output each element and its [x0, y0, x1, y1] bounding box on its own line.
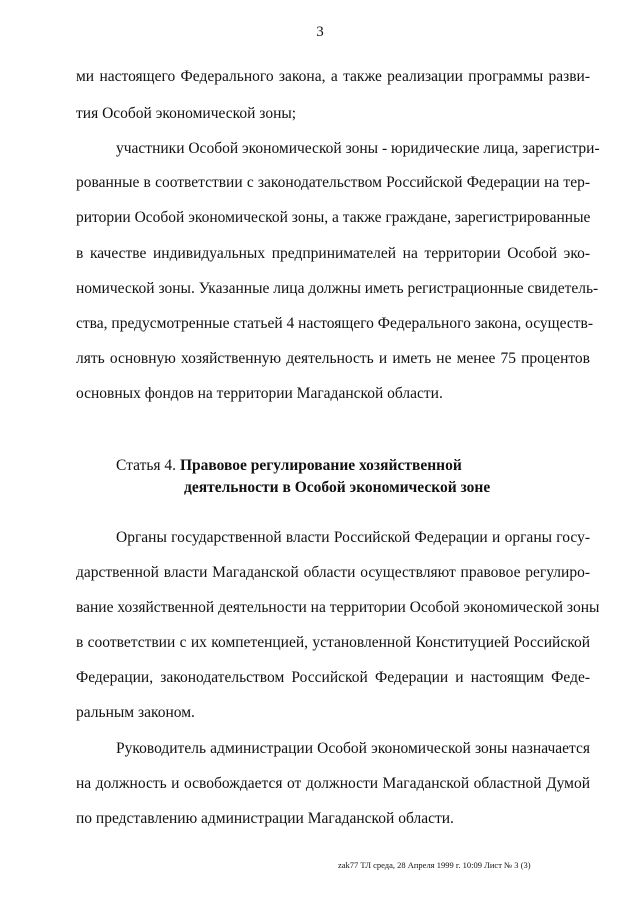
text-line: основных фондов на территории Магаданской области.: [76, 385, 443, 402]
text-line: дарственной власти Магаданской области осуществляют правовое регулиро-: [76, 564, 590, 581]
text-line: Руководитель администрации Особой экономической зоны назначается: [116, 740, 590, 757]
text-line: ства, предусмотренные статьей 4 настоящего Федерального закона, осуществ-: [76, 315, 594, 332]
article-heading-line2: [184, 478, 490, 498]
text-line: ми настоящего Федерального закона, а также реализации программы разви-: [76, 68, 590, 85]
article-heading: [116, 456, 462, 476]
article-title-line2: деятельности в Особой экономической зоне: [184, 479, 491, 496]
text-line: на должность и освобождается от должности Магаданской областной Думой: [76, 775, 590, 792]
text-line: в качестве индивидуальных предпринимателей на территории Особой эко-: [76, 245, 590, 262]
text-line: по представлению администрации Магаданской области.: [76, 810, 454, 827]
text-line: ральным законом.: [76, 704, 195, 721]
article-prefix: Статья 4.: [116, 457, 177, 474]
text-line: номической зоны. Указанные лица должны иметь регистрационные свидетель-: [76, 280, 599, 297]
text-line: вание хозяйственной деятельности на территории Особой экономической зоны: [76, 599, 600, 616]
page-number: 3: [316, 24, 324, 40]
text-line: тия Особой экономической зоны;: [76, 105, 297, 122]
article-title-line1: Правовое регулирование хозяйственной: [179, 457, 462, 474]
footer-stamp: zak77 ТЛ среда, 28 Апреля 1999 г. 10:09 Лист № 3 (3): [338, 860, 531, 870]
text-line: в соответствии с их компетенцией, установленной Конституцией Российской: [76, 634, 590, 651]
text-line: ритории Особой экономической зоны, а также граждане, зарегистрированные: [76, 209, 591, 226]
text-line: лять основную хозяйственную деятельность и иметь не менее 75 процентов: [76, 350, 590, 367]
text-line: рованные в соответствии с законодательством Российской Федерации на тер-: [76, 174, 590, 191]
text-line: участники Особой экономической зоны - юридические лица, зарегистри-: [116, 140, 600, 157]
text-line: Органы государственной власти Российской Федерации и органы госу-: [116, 529, 590, 546]
text-line: Федерации, законодательством Российской Федерации и настоящим Феде-: [76, 669, 590, 686]
